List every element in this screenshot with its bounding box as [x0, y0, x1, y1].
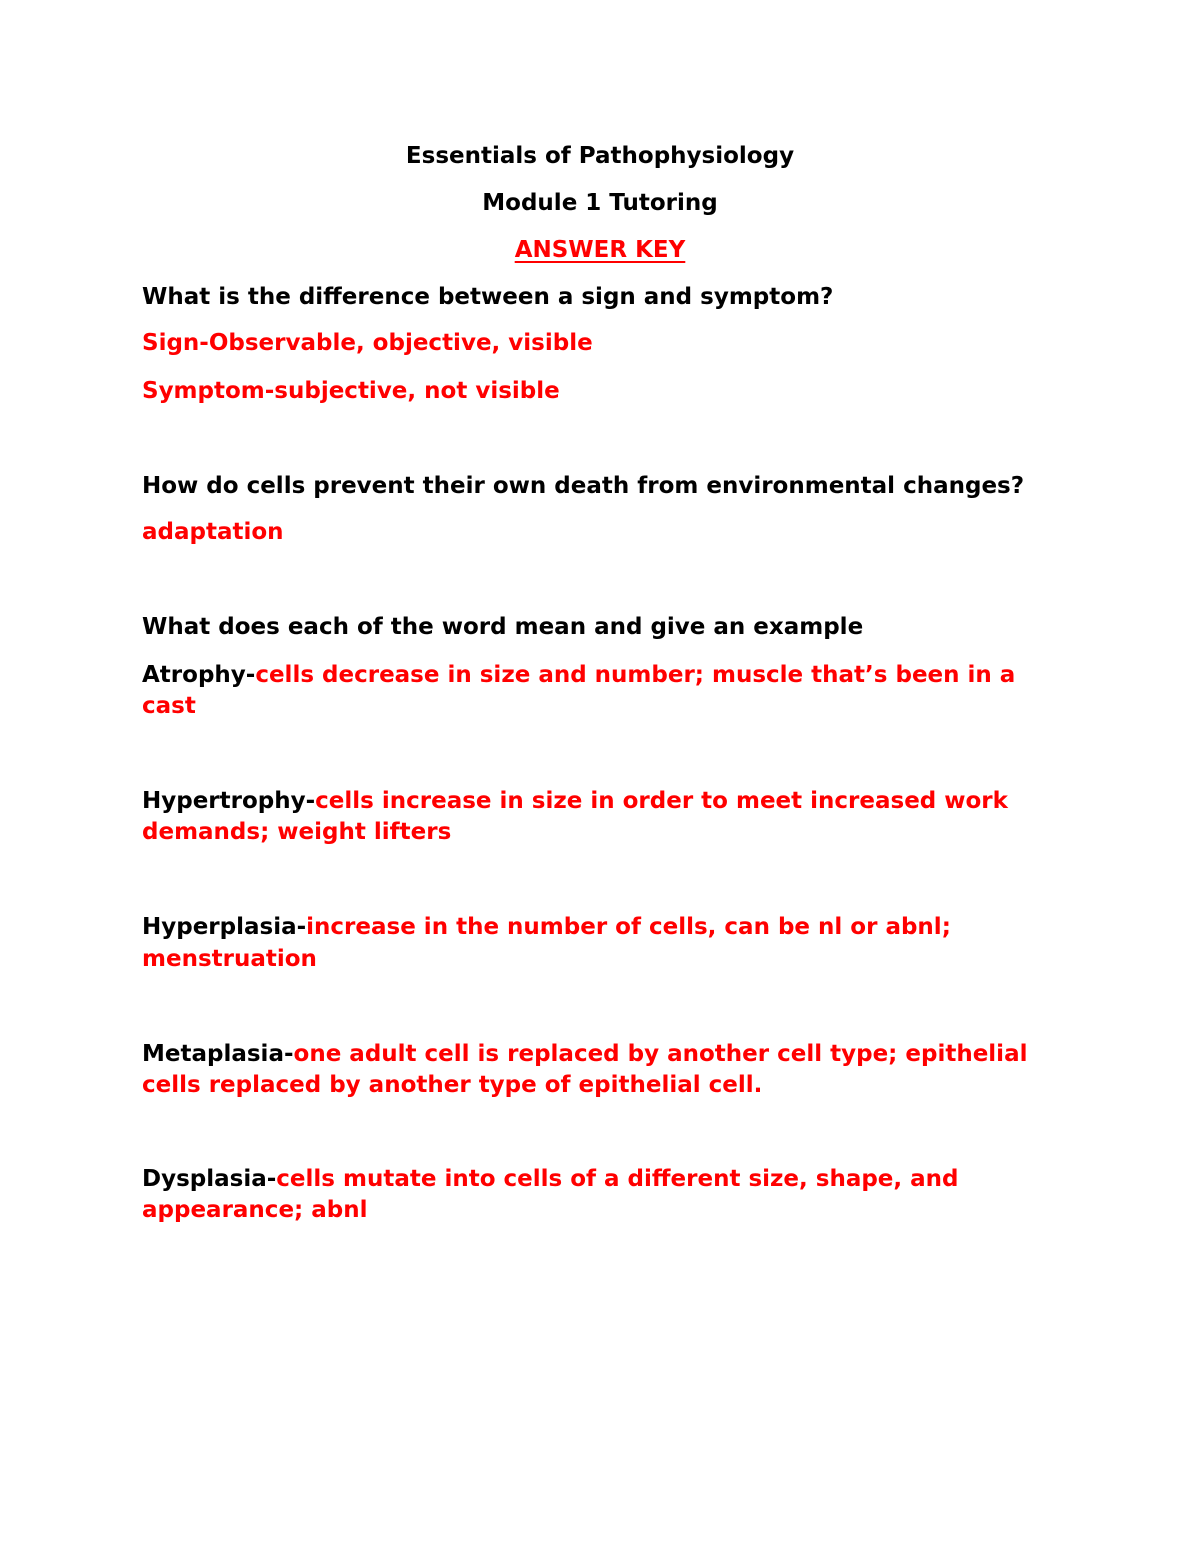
question-word-meanings: What does each of the word mean and give an example	[142, 614, 864, 640]
term-entry	[142, 660, 1072, 691]
term-label: Atrophy-	[142, 662, 256, 688]
term-definition-continued: demands; weight lifters	[142, 819, 452, 845]
document-subtitle: Module 1 Tutoring	[482, 190, 718, 216]
term-definition: cells mutate into cells of a different size, shape, and	[276, 1166, 959, 1192]
term-definition: increase in the number of cells, can be nl or abnl;	[306, 914, 951, 940]
answer-symptom: Symptom-subjective, not visible	[142, 378, 560, 404]
term-definition: cells increase in size in order to meet increased work	[315, 788, 1008, 814]
term-entry	[142, 912, 1072, 943]
term-label: Metaplasia-	[142, 1041, 294, 1067]
term-definition: one adult cell is replaced by another cell type; epithelial	[293, 1041, 1028, 1067]
answer-key-heading: ANSWER KEY	[514, 237, 686, 263]
term-entry	[142, 1039, 1072, 1070]
term-label: Hyperplasia-	[142, 914, 307, 940]
answer-sign: Sign-Observable, objective, visible	[142, 330, 593, 356]
term-definition-continued: appearance; abnl	[142, 1197, 368, 1223]
term-entry	[142, 786, 1072, 817]
question-cell-death: How do cells prevent their own death from environmental changes?	[142, 473, 1025, 499]
question-sign-symptom: What is the difference between a sign and symptom?	[142, 284, 834, 310]
term-entry	[142, 1164, 1072, 1195]
term-label: Hypertrophy-	[142, 788, 316, 814]
term-definition-continued: cells replaced by another type of epithelial cell.	[142, 1072, 763, 1098]
term-definition-continued: menstruation	[142, 946, 317, 972]
answer-adaptation: adaptation	[142, 519, 284, 545]
term-label: Dysplasia-	[142, 1166, 277, 1192]
term-definition-continued: cast	[142, 693, 196, 719]
document-title: Essentials of Pathophysiology	[405, 143, 795, 169]
term-definition: cells decrease in size and number; muscle that’s been in a	[255, 662, 1016, 688]
